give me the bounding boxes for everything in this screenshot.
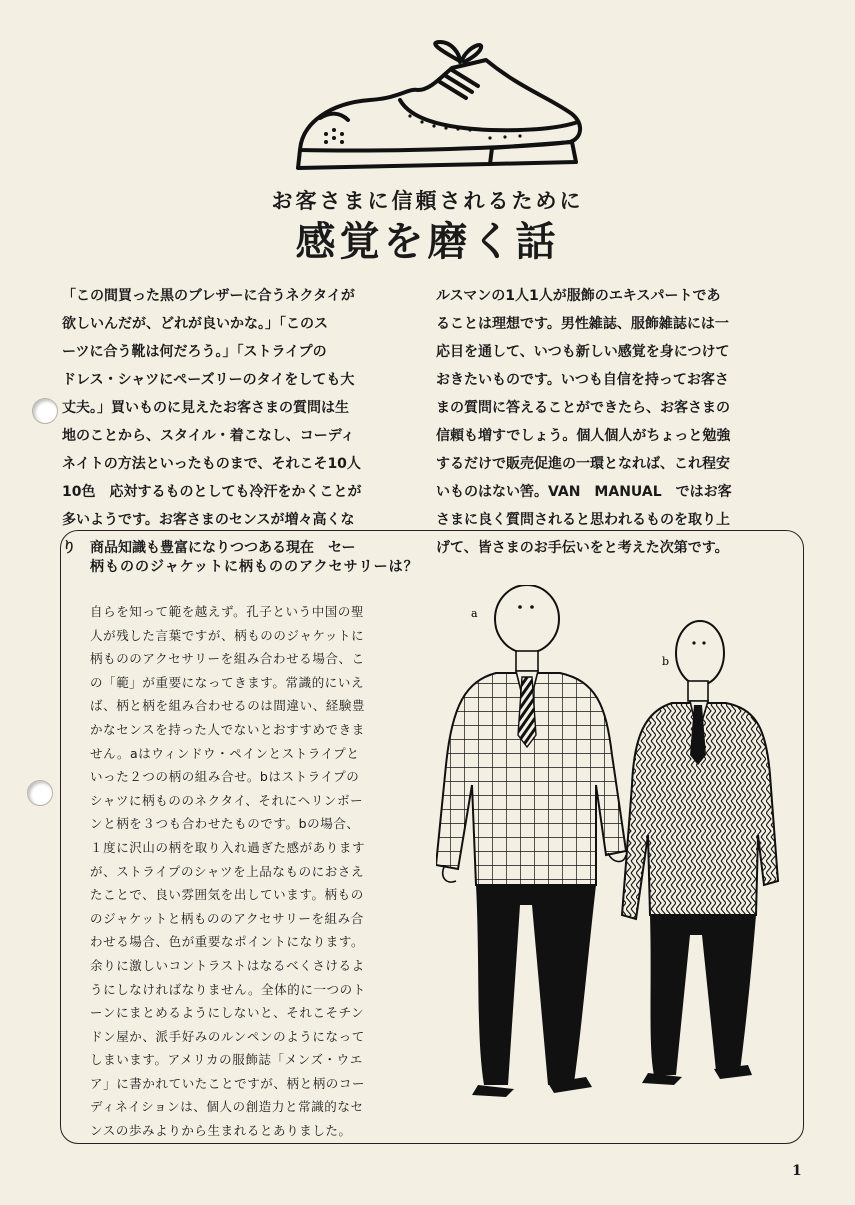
- body-line: ドン屋か、派手好みのルンペンのようになって: [90, 1028, 365, 1044]
- intro-line: 10色 応対するものとしても冷汗をかくことが: [62, 484, 362, 500]
- body-line: のジャケットと柄もののアクセサリーを組み合: [90, 910, 364, 926]
- intro-line: 多いようです。お客さまのセンスが増々高くな: [62, 512, 355, 528]
- intro-line: り 商品知識も豊富になりつつある現在 セー: [62, 540, 356, 556]
- figure-a: [436, 585, 626, 1097]
- intro-line: 「この間買った黒のブレザーに合うネクタイが: [62, 288, 355, 304]
- body-line: 柄もののアクセサリーを組み合わせる場合、こ: [90, 651, 365, 667]
- fashion-figures-illustration: [436, 585, 786, 1105]
- intro-column-left: [62, 282, 434, 562]
- intro-line: ドレス・シャツにペーズリーのタイをしても大: [62, 372, 355, 388]
- body-line: ア」に書かれていたことですが、柄と柄のコー: [90, 1075, 366, 1091]
- binder-hole: [27, 780, 53, 806]
- body-line: ンと柄を３つも合わせたものです。bの場合、: [90, 816, 360, 832]
- intro-line: 欲しいんだが、どれが良いかな。」「このス: [62, 316, 328, 332]
- intro-line: するだけで販売促進の一環となれば、これ程安: [436, 456, 730, 472]
- body-line: １度に沢山の柄を取り入れ過ぎた感があります: [90, 839, 366, 855]
- intro-line: 丈夫。」買いものに見えたお客さまの質問は生: [62, 400, 349, 416]
- body-line: しまいます。アメリカの服飾誌「メンズ・ウエ: [90, 1052, 363, 1068]
- intro-line: おきたいものです。いつも自信を持ってお客さ: [436, 372, 729, 388]
- body-line: ーンにまとめるようにしないと、それこそチン: [90, 1005, 365, 1021]
- body-line: ンスの歩みよりから生まれるとありました。: [90, 1123, 352, 1139]
- figure-b: [622, 621, 778, 1085]
- figure-label-b: b: [662, 655, 670, 668]
- brogue-shoe-illustration: [290, 38, 590, 178]
- body-line: かなセンスを持った人でないとおすすめできま: [90, 721, 365, 737]
- intro-line: ネイトの方法といったものまで、それこそ10人: [62, 456, 361, 472]
- body-line: うにしなければなりません。全体的に一つのト: [90, 981, 366, 997]
- sidebar-heading: 柄もののジャケットに柄もののアクセサリーは？: [90, 559, 419, 575]
- body-line: せん。aはウィンドウ・ペインとストライプと: [90, 745, 360, 761]
- intro-line: 応目を通して、いつも新しい感覚を身につけて: [436, 344, 730, 360]
- intro-line: ーツに合う靴は何だろう。」「ストライプの: [62, 344, 327, 360]
- body-line: ば、柄と柄を組み合わせるのは間違い、経験豊: [90, 698, 366, 714]
- figure-label-a: a: [471, 607, 478, 620]
- binder-hole: [32, 398, 58, 424]
- body-line: の「範」が重要になってきます。常識的にいえ: [90, 674, 365, 690]
- body-line: 人が残した言葉ですが、柄もののジャケットに: [90, 627, 365, 643]
- article-title: 感覚を磨く話: [295, 219, 560, 265]
- intro-column-right: [436, 282, 808, 562]
- article-subtitle: お客さまに信頼されるために: [271, 189, 584, 213]
- body-line: が、ストライプのシャツを上品なものにおさえ: [90, 863, 365, 879]
- intro-line: げて、皆さまのお手伝いをと考えた次第です。: [436, 540, 729, 556]
- body-line: ディネイションは、個人の創造力と常識的なセ: [90, 1099, 364, 1115]
- body-line: 自らを知って範を越えず。孔子という中国の聖: [90, 604, 365, 619]
- body-line: いった２つの柄の組み合せ。bはストライプの: [90, 769, 360, 785]
- intro-line: いものはない筈。VAN MANUAL ではお客: [436, 484, 732, 500]
- intro-line: ルスマンの1人1人が服飾のエキスパートであ: [436, 288, 721, 304]
- intro-line: まの質問に答えることができたら、お客さまの: [436, 400, 730, 416]
- intro-line: さまに良く質問されると思われるものを取り上: [436, 512, 730, 528]
- intro-line: ることは理想です。男性雑誌、服飾雑誌には一: [436, 316, 729, 332]
- page-number: 1: [792, 1163, 802, 1179]
- body-line: たことで、良い雰囲気を出しています。柄もの: [90, 887, 364, 903]
- intro-line: 信頼も増すでしょう。個人個人がちょっと勉強: [436, 428, 731, 444]
- sidebar-body: [90, 600, 420, 1143]
- intro-line: 地のことから、スタイル・着こなし、コーディ: [62, 428, 355, 444]
- body-line: 余りに激しいコントラストはなるべくさけるよ: [90, 957, 365, 973]
- body-line: シャツに柄もののネクタイ、それにヘリンボー: [90, 792, 364, 808]
- body-line: わせる場合、色が重要なポイントになります。: [90, 934, 365, 950]
